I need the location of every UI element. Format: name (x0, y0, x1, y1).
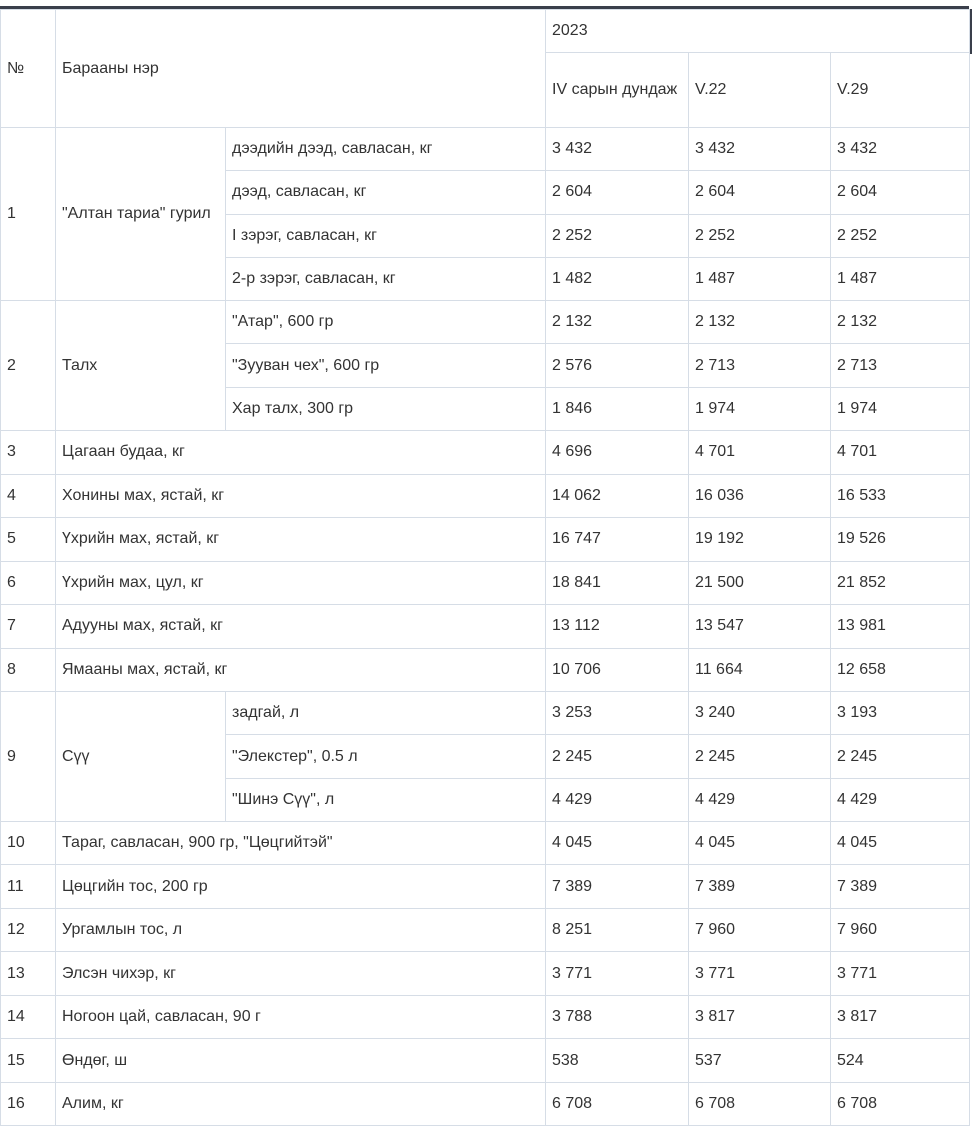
row-value-v29: 2 245 (831, 735, 970, 778)
row-variant: "Атар", 600 гр (226, 301, 546, 344)
header-v22: V.22 (689, 53, 831, 128)
row-value-v22: 11 664 (689, 648, 831, 692)
row-value-v29: 3 432 (831, 128, 970, 171)
row-value-v22: 2 252 (689, 214, 831, 257)
table-row (1, 128, 970, 171)
row-number: 3 (1, 431, 56, 475)
row-value-v22: 16 036 (689, 474, 831, 518)
row-value-v22: 537 (689, 1039, 831, 1083)
table-row (1, 692, 970, 735)
row-value-avg: 3 788 (546, 995, 689, 1039)
row-value-v22: 2 245 (689, 735, 831, 778)
row-value-v29: 4 701 (831, 431, 970, 475)
row-value-v29: 13 981 (831, 605, 970, 649)
row-value-avg: 2 132 (546, 301, 689, 344)
row-value-v22: 19 192 (689, 518, 831, 562)
row-value-avg: 1 482 (546, 257, 689, 300)
row-product-name: Үхрийн мах, ястай, кг (56, 518, 546, 562)
row-variant: дээд, савласан, кг (226, 171, 546, 214)
row-value-avg: 14 062 (546, 474, 689, 518)
row-value-v29: 524 (831, 1039, 970, 1083)
table-row (1, 995, 970, 1039)
row-value-avg: 3 771 (546, 952, 689, 996)
price-table (0, 9, 970, 1126)
row-product-name: Элсэн чихэр, кг (56, 952, 546, 996)
row-product-name: Өндөг, ш (56, 1039, 546, 1083)
row-number: 4 (1, 474, 56, 518)
row-value-avg: 10 706 (546, 648, 689, 692)
row-value-v29: 2 604 (831, 171, 970, 214)
row-product-name: Ургамлын тос, л (56, 908, 546, 952)
row-value-v22: 3 432 (689, 128, 831, 171)
row-number: 15 (1, 1039, 56, 1083)
row-number: 2 (1, 301, 56, 431)
row-value-v29: 7 960 (831, 908, 970, 952)
row-value-v22: 3 240 (689, 692, 831, 735)
row-product-name: Үхрийн мах, цул, кг (56, 561, 546, 605)
row-value-v29: 19 526 (831, 518, 970, 562)
row-value-v29: 2 252 (831, 214, 970, 257)
row-number: 12 (1, 908, 56, 952)
row-value-avg: 3 253 (546, 692, 689, 735)
header-v29: V.29 (831, 53, 970, 128)
row-product-name: Сүү (56, 692, 226, 822)
table-row (1, 605, 970, 649)
row-value-v22: 6 708 (689, 1082, 831, 1126)
row-value-v22: 21 500 (689, 561, 831, 605)
row-number: 9 (1, 692, 56, 822)
row-product-name: Ямааны мах, ястай, кг (56, 648, 546, 692)
row-value-v29: 3 771 (831, 952, 970, 996)
row-variant: дээдийн дээд, савласан, кг (226, 128, 546, 171)
row-number: 14 (1, 995, 56, 1039)
row-value-avg: 2 252 (546, 214, 689, 257)
row-value-v22: 1 974 (689, 387, 831, 430)
row-value-avg: 1 846 (546, 387, 689, 430)
header-no: № (1, 10, 56, 128)
row-value-v22: 4 045 (689, 821, 831, 865)
row-value-avg: 7 389 (546, 865, 689, 909)
table-row (1, 301, 970, 344)
row-number: 16 (1, 1082, 56, 1126)
row-value-avg: 18 841 (546, 561, 689, 605)
row-value-v22: 3 771 (689, 952, 831, 996)
row-value-avg: 3 432 (546, 128, 689, 171)
header-avg: IV сарын дундаж (546, 53, 689, 128)
row-value-avg: 4 696 (546, 431, 689, 475)
row-product-name: Талх (56, 301, 226, 431)
row-value-v29: 1 487 (831, 257, 970, 300)
row-value-v22: 1 487 (689, 257, 831, 300)
row-value-v22: 7 389 (689, 865, 831, 909)
table-row (1, 1082, 970, 1126)
header-name: Барааны нэр (56, 10, 546, 128)
row-value-v22: 7 960 (689, 908, 831, 952)
row-value-avg: 8 251 (546, 908, 689, 952)
row-value-v22: 2 132 (689, 301, 831, 344)
row-number: 6 (1, 561, 56, 605)
row-value-v29: 3 193 (831, 692, 970, 735)
row-number: 5 (1, 518, 56, 562)
table-row (1, 474, 970, 518)
row-value-v29: 3 817 (831, 995, 970, 1039)
row-product-name: Хонины мах, ястай, кг (56, 474, 546, 518)
row-product-name: Цагаан будаа, кг (56, 431, 546, 475)
row-number: 7 (1, 605, 56, 649)
row-product-name: "Алтан тариа" гурил (56, 128, 226, 301)
row-product-name: Ногоон цай, савласан, 90 г (56, 995, 546, 1039)
row-variant: 2-р зэрэг, савласан, кг (226, 257, 546, 300)
table-row (1, 908, 970, 952)
table-row (1, 431, 970, 475)
row-variant: "Элекстер", 0.5 л (226, 735, 546, 778)
row-value-v22: 13 547 (689, 605, 831, 649)
row-product-name: Тараг, савласан, 900 гр, "Цөцгийтэй" (56, 821, 546, 865)
row-value-avg: 13 112 (546, 605, 689, 649)
table-row (1, 952, 970, 996)
row-value-v22: 4 429 (689, 778, 831, 821)
row-number: 1 (1, 128, 56, 301)
row-value-v29: 7 389 (831, 865, 970, 909)
row-number: 10 (1, 821, 56, 865)
row-value-avg: 2 604 (546, 171, 689, 214)
row-value-v22: 2 604 (689, 171, 831, 214)
table-row (1, 821, 970, 865)
row-variant: "Шинэ Сүү", л (226, 778, 546, 821)
row-value-avg: 538 (546, 1039, 689, 1083)
header-year: 2023 (546, 10, 970, 53)
row-variant: I зэрэг, савласан, кг (226, 214, 546, 257)
row-number: 11 (1, 865, 56, 909)
price-table-body (1, 10, 970, 1126)
row-value-avg: 6 708 (546, 1082, 689, 1126)
row-value-v22: 4 701 (689, 431, 831, 475)
row-number: 8 (1, 648, 56, 692)
row-value-v22: 3 817 (689, 995, 831, 1039)
row-product-name: Алим, кг (56, 1082, 546, 1126)
row-value-v29: 6 708 (831, 1082, 970, 1126)
row-value-v29: 2 132 (831, 301, 970, 344)
row-value-v29: 4 429 (831, 778, 970, 821)
table-row (1, 865, 970, 909)
row-product-name: Цөцгийн тос, 200 гр (56, 865, 546, 909)
row-value-v22: 2 713 (689, 344, 831, 387)
header-row (1, 10, 970, 53)
row-value-v29: 21 852 (831, 561, 970, 605)
row-value-avg: 16 747 (546, 518, 689, 562)
row-value-v29: 4 045 (831, 821, 970, 865)
row-number: 13 (1, 952, 56, 996)
row-variant: "Зууван чех", 600 гр (226, 344, 546, 387)
table-row (1, 518, 970, 562)
table-row (1, 648, 970, 692)
row-value-avg: 2 576 (546, 344, 689, 387)
table-row (1, 561, 970, 605)
row-value-avg: 4 429 (546, 778, 689, 821)
table-row (1, 1039, 970, 1083)
row-value-avg: 4 045 (546, 821, 689, 865)
row-value-v29: 12 658 (831, 648, 970, 692)
row-value-v29: 1 974 (831, 387, 970, 430)
row-product-name: Адууны мах, ястай, кг (56, 605, 546, 649)
row-value-avg: 2 245 (546, 735, 689, 778)
row-value-v29: 16 533 (831, 474, 970, 518)
row-variant: задгай, л (226, 692, 546, 735)
row-variant: Хар талх, 300 гр (226, 387, 546, 430)
row-value-v29: 2 713 (831, 344, 970, 387)
